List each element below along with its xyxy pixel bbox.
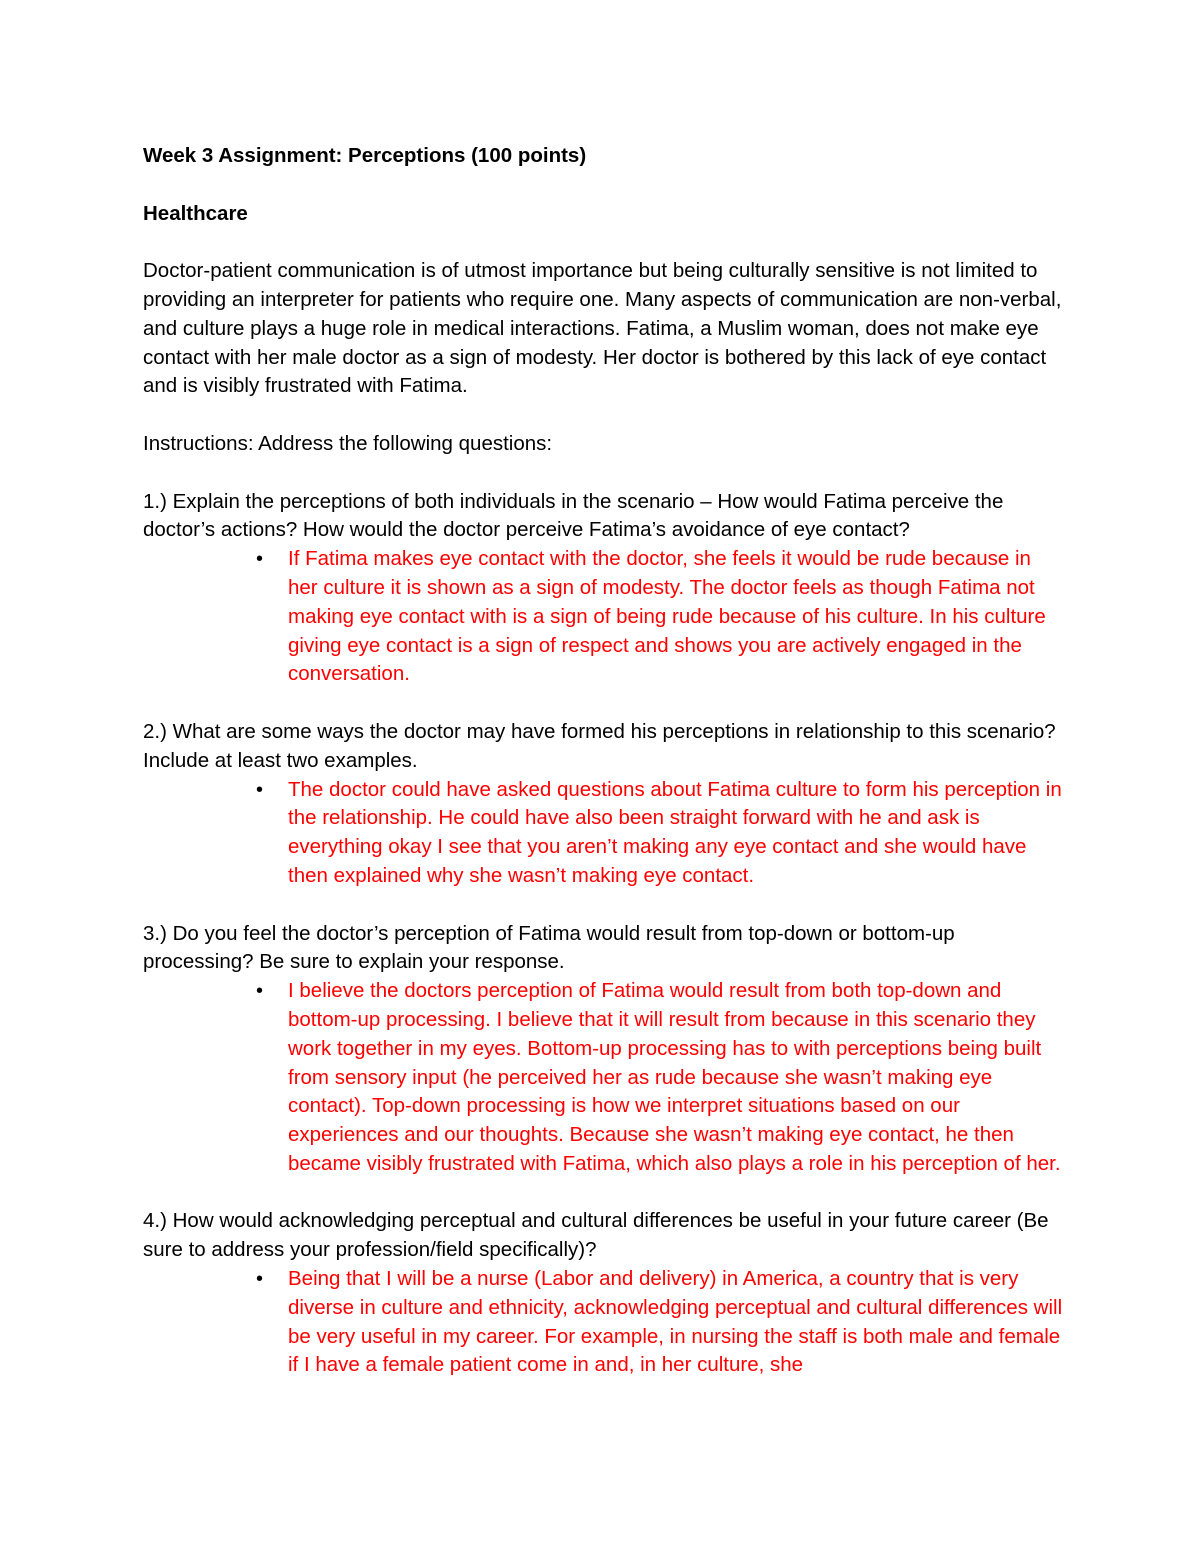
answer-3 — [256, 977, 1063, 1179]
answer-list-3 — [143, 977, 1063, 1179]
section-heading: Healthcare — [143, 201, 248, 225]
bullet-icon: • — [256, 548, 264, 571]
document-body — [143, 142, 1063, 1380]
answer-list-4 — [143, 1265, 1063, 1380]
bullet-icon: • — [256, 1268, 264, 1291]
assignment-title: Week 3 Assignment: Perceptions (100 points) — [143, 144, 587, 167]
answer-1-text: If Fatima makes eye contact with the doctor, she feels it would be rude because in her culture it is shown as a sign of modesty. The doctor feels as though Fatima not making eye contact with is a sign of being rude because of his culture. In his culture giving eye contact is a sign of respect and shows you are actively engaged in the conversation. — [288, 547, 1046, 686]
question-1: 1.) Explain the perceptions of both individuals in the scenario – How would Fatima perceive the doctor’s actions? How would the doctor perceive Fatima’s avoidance of eye contact? — [143, 489, 1004, 542]
bullet-icon: • — [256, 778, 264, 801]
instructions-line: Instructions: Address the following questions: — [143, 431, 553, 455]
question-3: 3.) Do you feel the doctor’s perception of Fatima would result from top-down or bottom-up processing? Be sure to explain your response. — [143, 921, 955, 974]
answer-list-1 — [143, 545, 1063, 689]
question-2: 2.) What are some ways the doctor may have formed his perceptions in relationship to this scenario? Include at least two examples. — [143, 719, 1056, 772]
answer-2 — [256, 776, 1063, 891]
answer-1 — [256, 545, 1063, 689]
scenario-paragraph: Doctor-patient communication is of utmost importance but being culturally sensitive is not limited to providing an interpreter for patients who require one. Many aspects of communication are non-verbal, and culture plays a huge role in medical interactions. Fatima, a Muslim woman, does not make eye contact with her male doctor as a sign of modesty. Her doctor is bothered by this lack of eye contact and is visibly frustrated with Fatima. — [143, 259, 1062, 398]
bullet-icon: • — [256, 980, 264, 1003]
answer-2-text: The doctor could have asked questions about Fatima culture to form his perception in the relationship. He could have also been straight forward with he and ask is everything okay I see that you aren’t making any eye contact and she would have then explained why she wasn’t making eye contact. — [288, 777, 1062, 887]
answer-list-2 — [143, 776, 1063, 891]
answer-4 — [256, 1265, 1063, 1380]
answer-4-text: Being that I will be a nurse (Labor and delivery) in America, a country that is very diverse in culture and ethnicity, acknowledging perceptual and cultural differences will be very useful in my career. For example, in nursing the staff is both male and female if I have a female patient come in and, in her culture, she — [288, 1267, 1063, 1377]
answer-3-text: I believe the doctors perception of Fatima would result from both top-down and bottom-up processing. I believe that it will result from because in this scenario they work together in my eyes. Bottom-up processing has to with perceptions being built from sensory input (he perceived her as rude because she wasn’t making eye contact). Top-down processing is how we interpret situations based on our experiences and our thoughts. Because she wasn’t making eye contact, he then became visibly frustrated with Fatima, which also plays a role in his perception of her. — [288, 979, 1061, 1175]
question-4: 4.) How would acknowledging perceptual and cultural differences be useful in your future career (Be sure to address your profession/field specifically)? — [143, 1209, 1049, 1262]
